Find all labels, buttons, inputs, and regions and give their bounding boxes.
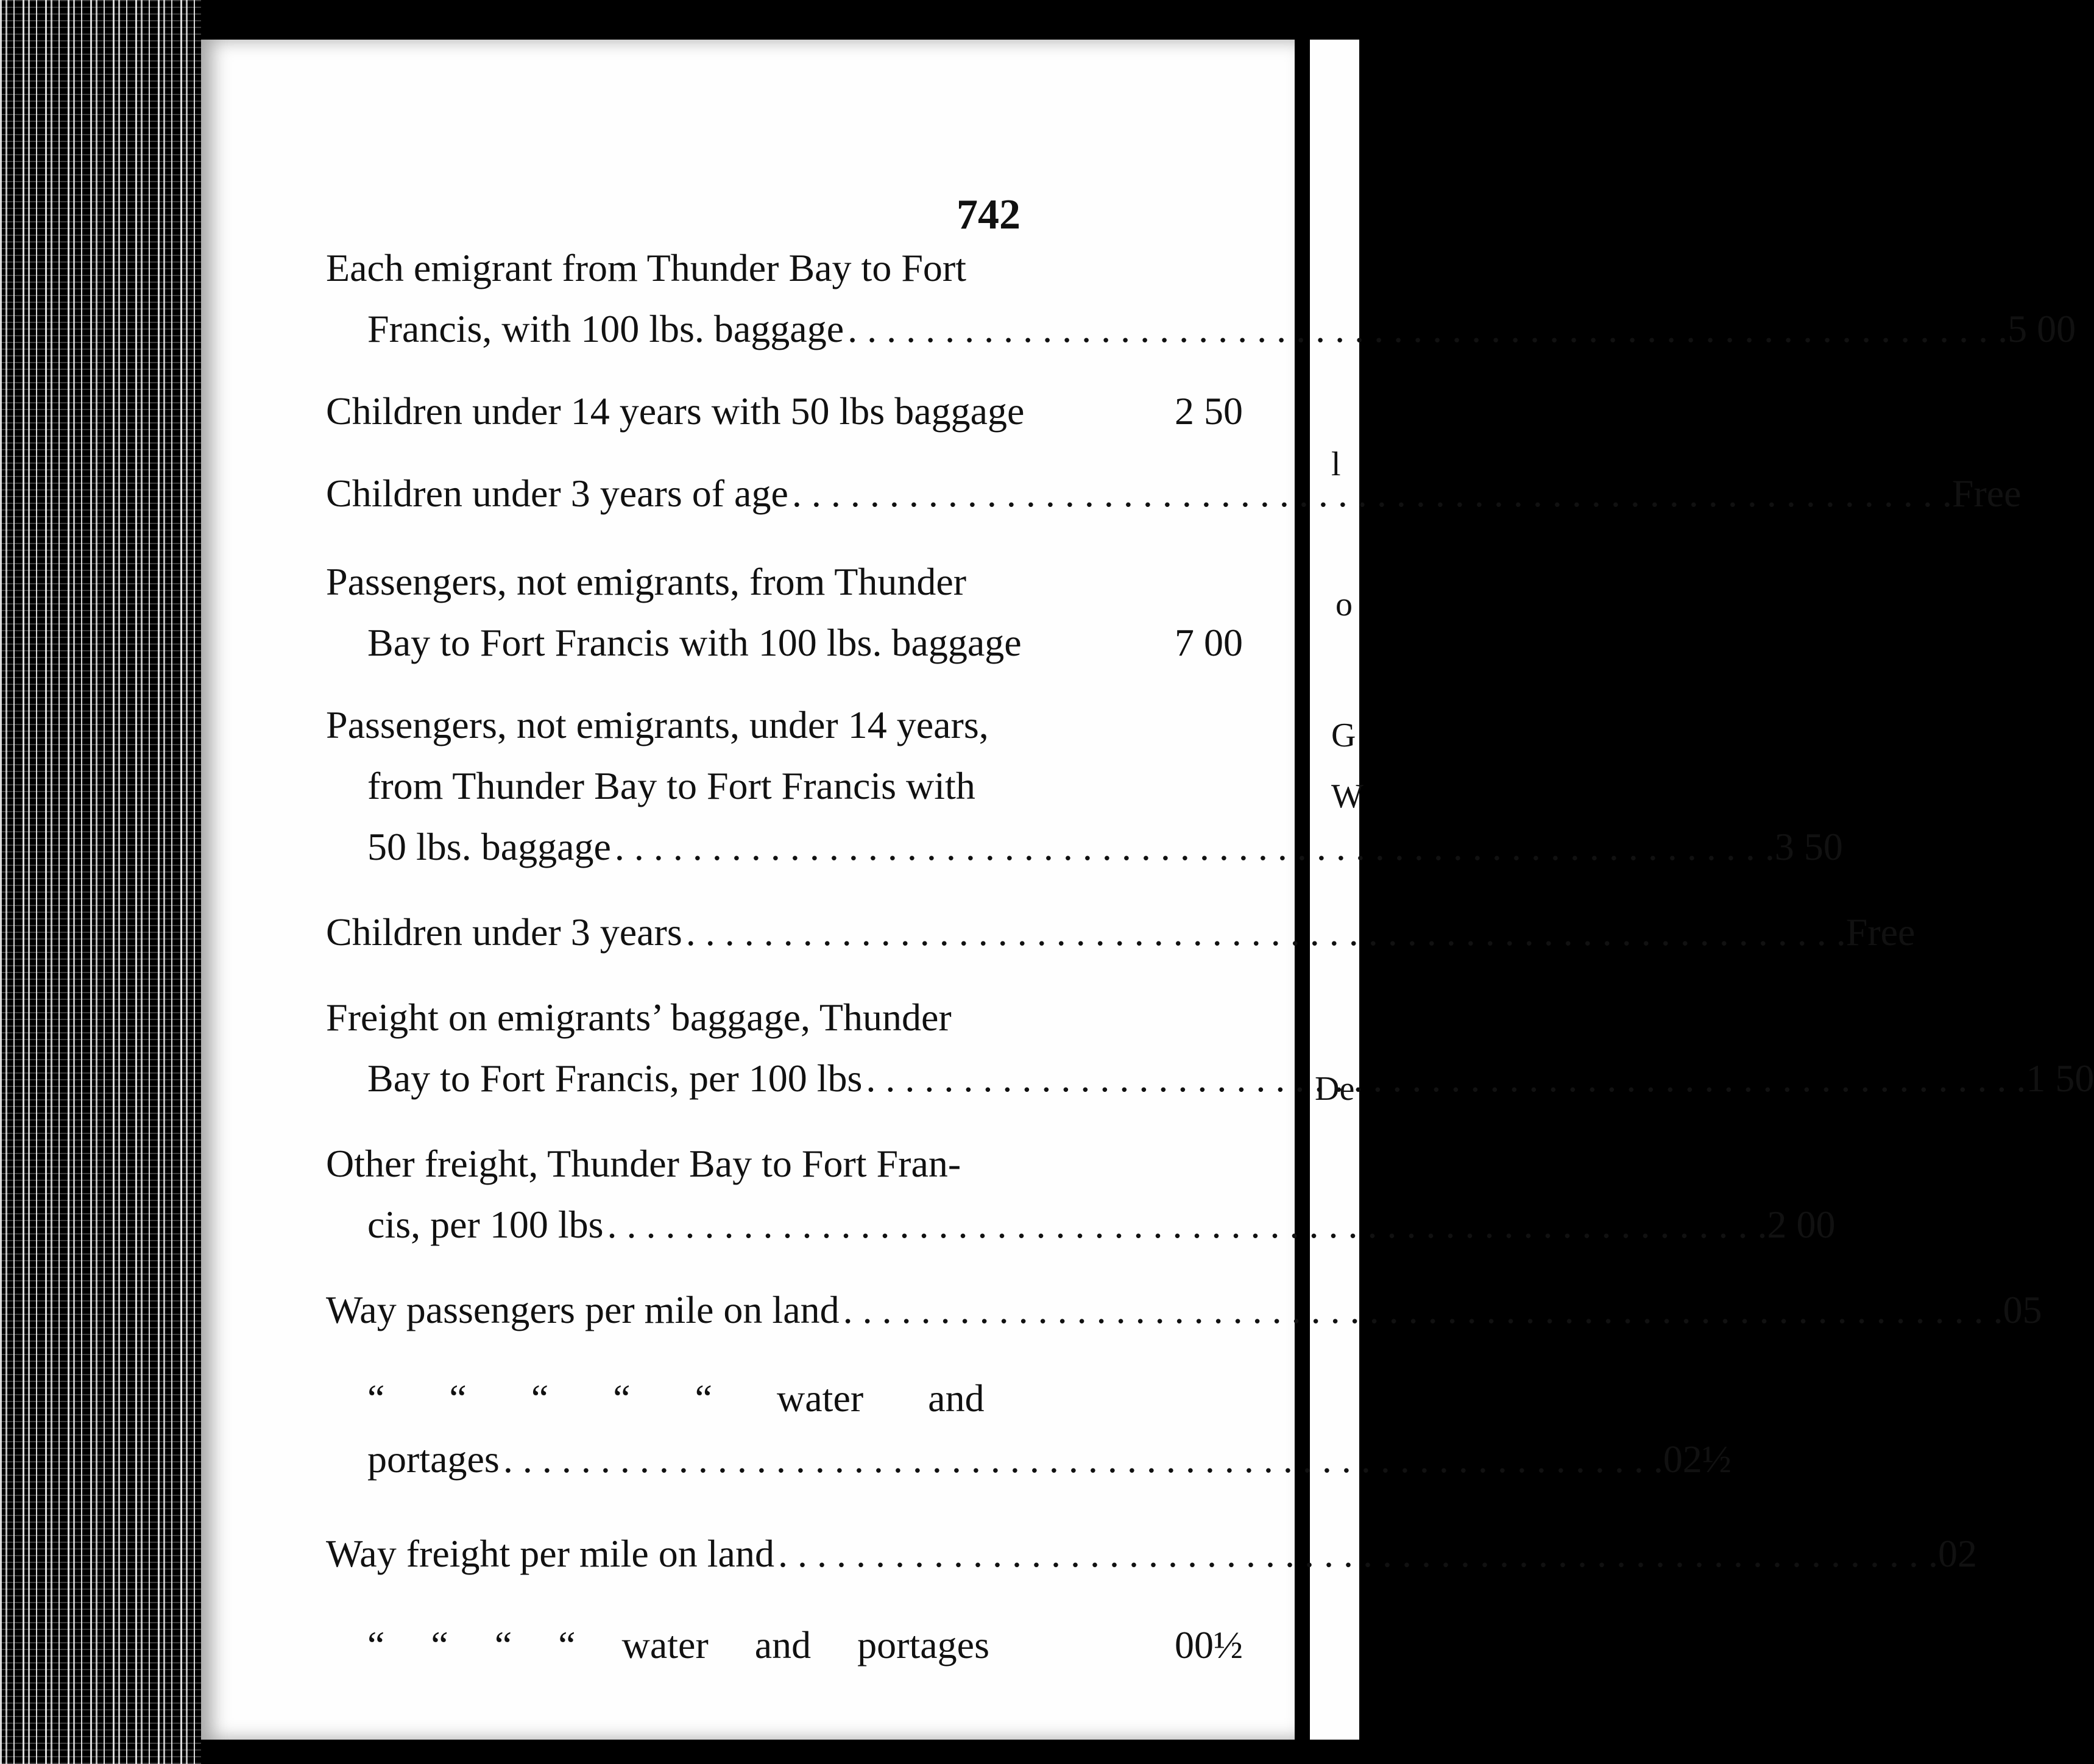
leader-dots [778,1523,1938,1584]
entry-price: 02½ [1663,1437,1731,1481]
fare-entry [326,987,2094,1109]
entry-line [326,695,1243,756]
leader-dots [866,1048,2026,1109]
fare-entry [326,551,1243,673]
adjacent-page-fragment: o [1335,586,1353,623]
spine-texture [0,0,201,1764]
entry-line [326,1523,1977,1584]
entry-line [326,902,1915,963]
entry-line [326,816,1843,877]
entry-price: 2 00 [1767,1203,1836,1246]
adjacent-page-fragment: W [1331,778,1364,815]
page-number: 742 [957,191,1020,238]
entry-price: 3 50 [1774,825,1843,868]
fare-entry [326,1280,2042,1341]
leader-dots [503,1429,1663,1490]
entry-price: 1 50 [2026,1057,2094,1100]
fare-entry [326,381,1243,442]
fare-entry [326,463,2021,524]
entry-text: Children under 14 years with 50 lbs baggage [326,389,1025,433]
adjacent-page-fragment: l [1331,445,1341,483]
entry-text: Bay to Fort Francis with 100 lbs. baggage [367,621,1022,664]
entry-text: from Thunder Bay to Fort Francis with [367,764,975,807]
entry-price: Free [1845,910,1915,954]
entry-text: Bay to Fort Francis, per 100 lbs [367,1057,863,1100]
entry-text: 50 lbs. baggage [367,825,611,868]
fare-entry [326,1523,1977,1584]
entry-line [326,1429,1731,1490]
fare-entry [326,1615,1243,1676]
entry-price: 7 00 [1175,621,1243,664]
leader-dots [615,816,1775,877]
leader-dots [847,299,2007,360]
entry-text: “ “ “ “ water and portages [367,1623,989,1667]
fare-entry [326,902,1915,963]
entry-text: Children under 3 years of age [326,472,788,515]
entry-text: cis, per 100 lbs [367,1203,604,1246]
entry-text: Children under 3 years [326,910,682,954]
entry-price: Free [1951,472,2021,515]
entry-line [326,463,2021,524]
entry-text: Passengers, not emigrants, from Thunder [326,560,967,603]
entry-text: Way freight per mile on land [326,1532,774,1575]
leader-dots [607,1194,1767,1255]
entry-line [326,987,1243,1048]
entry-line [326,551,1243,612]
entry-line [326,1133,1243,1194]
entry-line [326,238,1243,299]
entry-text: Francis, with 100 lbs. baggage [367,307,844,350]
leader-dots [792,463,1952,524]
entry-text: Passengers, not emigrants, under 14 years, [326,703,989,746]
adjacent-page-fragment: G [1331,717,1356,754]
leader-dots [686,902,1846,963]
fare-entry [326,1133,1836,1255]
entry-line [326,1615,1243,1676]
fare-entry [326,1368,1731,1490]
entry-text: Other freight, Thunder Bay to Fort Fran- [326,1142,961,1185]
entry-price: 5 00 [2007,307,2076,350]
leader-dots [843,1280,2003,1341]
entry-line [326,1368,1190,1429]
entry-line [326,1280,2042,1341]
entry-text: Each emigrant from Thunder Bay to Fort [326,246,966,289]
entry-text: Way passengers per mile on land [326,1288,840,1331]
entry-price: 00½ [1175,1623,1243,1667]
entry-text: portages [367,1437,500,1481]
entry-price: 02 [1937,1532,1977,1575]
entry-text: “ “ “ “ “ water and [367,1376,985,1420]
entry-line [326,381,1243,442]
entry-line [326,612,1243,673]
fare-entry [326,695,1843,877]
fare-entry [326,238,2076,360]
entry-text: Freight on emigrants’ baggage, Thunder [326,996,952,1039]
entry-line [326,299,2076,360]
adjacent-page-fragment: De [1315,1070,1355,1108]
entry-price: 05 [2003,1288,2042,1331]
entry-line [326,1194,1836,1255]
entry-price: 2 50 [1175,389,1243,433]
entry-line [326,756,1243,816]
